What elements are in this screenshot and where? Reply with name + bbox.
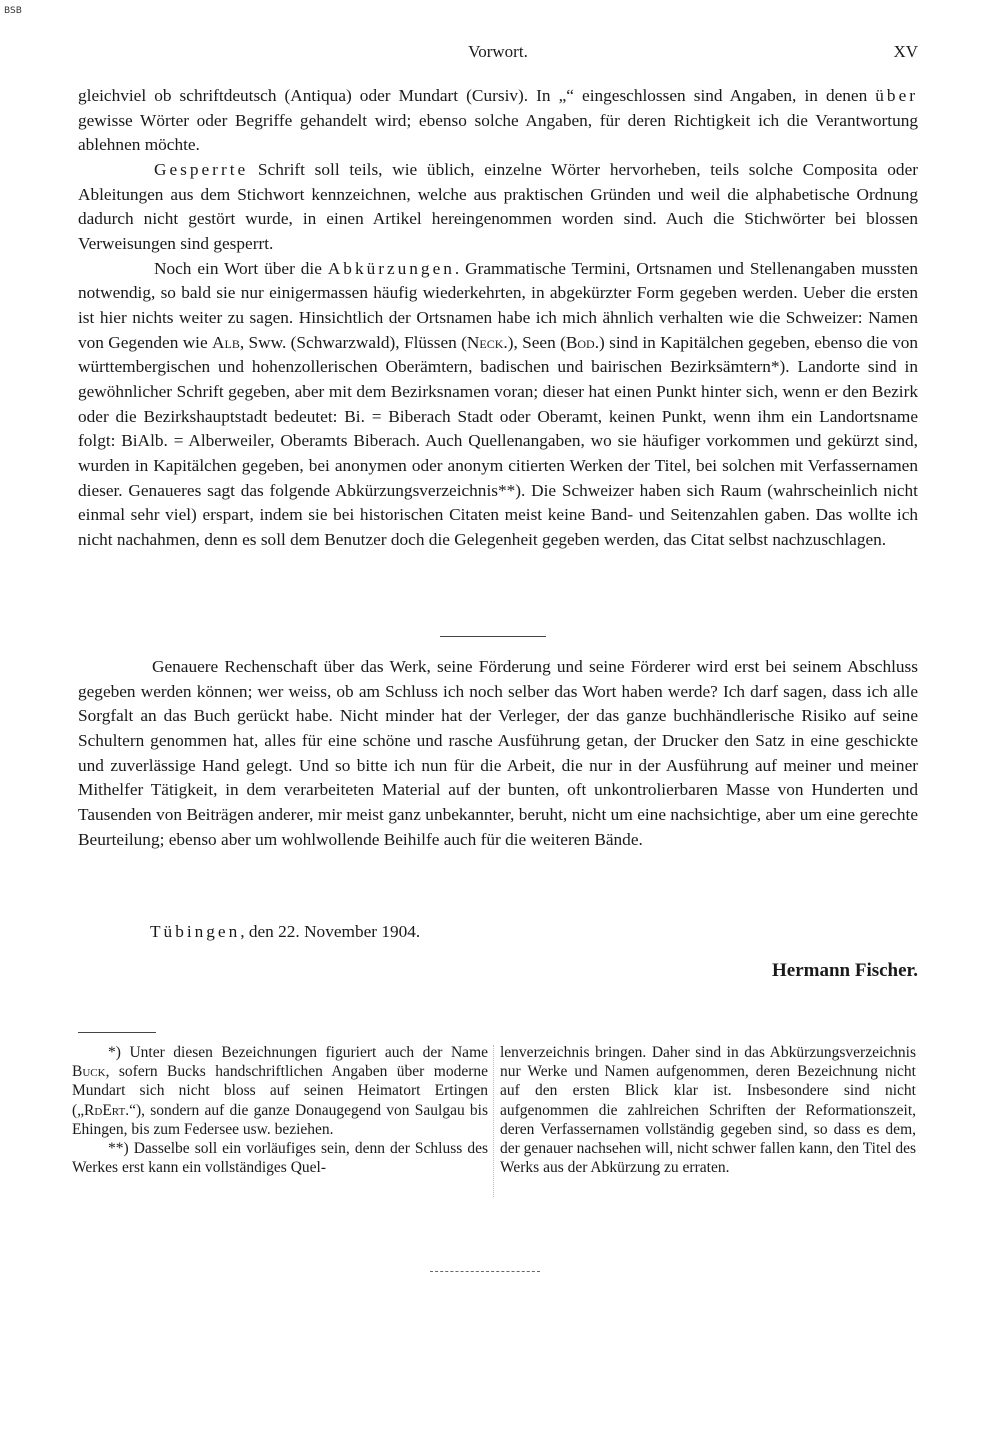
preface-section-2 <box>78 655 918 852</box>
footnote-rule <box>78 1032 156 1033</box>
page-title: Vorwort. <box>468 42 528 61</box>
page-number: XV <box>893 42 918 61</box>
spaced-text: Gesperrte <box>154 159 249 179</box>
spaced-text: Abkürzungen <box>327 258 455 278</box>
paragraph <box>72 1043 488 1139</box>
footnote-column-left <box>72 1043 488 1177</box>
text-run: . Grammatische Termini, Ortsnamen und Stellenangaben mussten notwendig, so bald sie nur einigermassen häufig wiederkehrten, in abgekürzter Form gegeben werden. Ueber die ersten ist hier nichts weiter zu sagen. Hinsichtlich der Ortsnamen habe ich mich ähnlich verhalten wie die Schweizer: Namen von Gegenden wie <box>78 258 918 352</box>
small-caps-text: Buck <box>72 1063 106 1081</box>
paragraph <box>72 1139 488 1177</box>
footnote-continuation: lenverzeichnis bringen. Daher sind in das Abkürzungsverzeichnis nur Werke und Namen aufgenommen, deren Bezeichnung nicht auf den ersten Blick klar ist. Insbesondere sind nicht aufgenommen die zahlreichen Schriften der Reformationszeit, deren Verfassernamen vollständig gegeben sind, so dass es dem, der genauer nachsehen will, nicht schwer fallen kann, den Titel des Werks aus der Abkürzung zu erraten. <box>500 1044 916 1177</box>
small-caps-text: RdErt. <box>84 1101 130 1119</box>
author-signature: Hermann Fischer. <box>771 960 918 981</box>
small-caps-text: Alb <box>212 332 240 352</box>
paragraph <box>78 257 918 553</box>
date-line <box>150 922 420 942</box>
text-run: ), Seen ( <box>507 332 566 352</box>
preface-section-1 <box>78 84 918 552</box>
paragraph <box>78 158 918 257</box>
text-run: gleichviel ob schriftdeutsch (Antiqua) oder Mundart (Cursiv). In „“ eingeschlossen sind Angaben, in denen <box>78 86 876 105</box>
text-run: , sofern Bucks handschriftlichen Angaben über moderne Mundart sich nicht bloss auf seinen Heimatort Ertingen („ <box>72 1063 488 1119</box>
text-run: “), sondern auf die ganze Donaugegend von Saulgau bis Ehingen, bis zum Federsee usw. beziehen. <box>72 1101 488 1138</box>
small-caps-text: Bod. <box>565 332 600 352</box>
text-run: gewisse Wörter oder Begriffe gehandelt wird; ebenso solche Angaben, für deren Richtigkeit ich die Verantwortung ablehnen möchte. <box>78 110 918 155</box>
running-head <box>78 42 918 66</box>
text-run: ) sind in Kapitälchen gegeben, ebenso die von württembergischen und hohenzollerischen Oberämtern, badischen und bairischen Bezirksämtern*). Landorte sind in gewöhnlicher Schrift gegeben, aber mit dem Bezirksnamen voran; dieser hat einen Punkt hinter sich, wenn er den Bezirk oder die Bezirkshauptstadt bedeutet: Bi. = Biberach Stadt oder Oberamt, keinen Punkt, wenn ihm ein Landortsname folgt: BiAlb. = Alberweiler, Oberamts Biberach. Auch Quellenangaben, wo sie häufiger vorkommen und gekürzt sind, wurden in Kapitälchen gegeben, bei anonymen oder anonym citierten Werken der Titel, bei solchen mit Verfassernamen dieser. Genaueres sagt das folgende Abkürzungsverzeichnis**). Die Schweizer haben sich Raum (wahrscheinlich nicht einmal sehr viel) erspart, indem sie bei historischen Citaten meist keine Band- und Seitenzahlen gaben. Das wollte ich nicht nachahmen, denn es soll dem Benutzer doch die Gelegenheit gegeben werden, das Citat selbst nachzuschlagen. <box>78 332 918 549</box>
text-run: Schrift soll teils, wie üblich, einzelne Wörter hervorheben, teils solche Composita oder Ableitungen aus dem Stichwort kennzeichnen, welche aus praktischen Gründen und weil die alphabetische Ordnung dadurch nicht gestört wurde, in einen Artikel hereingenommen worden sind. Auch die Stichwörter bei blossen Verweisungen sind gesperrt. <box>78 159 918 253</box>
end-ornament <box>430 1271 540 1272</box>
footnote-column-right <box>500 1043 916 1177</box>
section-divider <box>440 636 546 637</box>
text-run: *) Unter diesen Bezeichnungen figuriert auch der Name <box>108 1044 488 1061</box>
text-run: Noch ein Wort über die <box>154 258 328 278</box>
small-caps-text: Neck. <box>466 332 508 352</box>
closing-paragraph: Genauere Rechenschaft über das Werk, seine Förderung und seine Förderer wird erst bei seinem Abschluss gegeben werden können; wer weiss, ob am Schluss ich noch selber das Wort haben werde? Ich darf sagen, dass ich alle Sorgfalt an das Buch gerückt habe. Nicht minder hat der Verleger, der das ganze buchhändlerische Risiko auf seine Schultern genommen hat, alles für eine schöne und rasche Ausführung getan, der Drucker den Satz in eine geschickte und zuverlässige Hand gelegt. Und so bitte ich nun für die Arbeit, die nur in der Ausführung auf meiner und meiner Mithelfer Tätigkeit, in dem verarbeiteten Material auf der bunten, oft unkontrolierbaren Masse von Hunderten und Tausenden von Beiträgen anderer, mir meist ganz unbekannter, beruht, nicht um eine nachsichtige, aber um eine gerechte Beurteilung; ebenso aber um wohlwollende Beihilfe auch für die weiteren Bände. <box>78 657 918 849</box>
column-separator <box>493 1045 494 1197</box>
text-run: **) Dasselbe soll ein vorläufiges sein, denn der Schluss des Werkes erst kann ein vollständiges Quel- <box>72 1140 488 1177</box>
text-run: , Sww. (Schwarzwald), Flüssen ( <box>239 332 467 352</box>
date-text: , den 22. November 1904. <box>240 922 421 941</box>
place-name: Tübingen <box>150 922 241 941</box>
spaced-text: über <box>875 86 918 105</box>
paragraph <box>78 84 918 158</box>
library-stamp: BSB <box>4 6 22 16</box>
